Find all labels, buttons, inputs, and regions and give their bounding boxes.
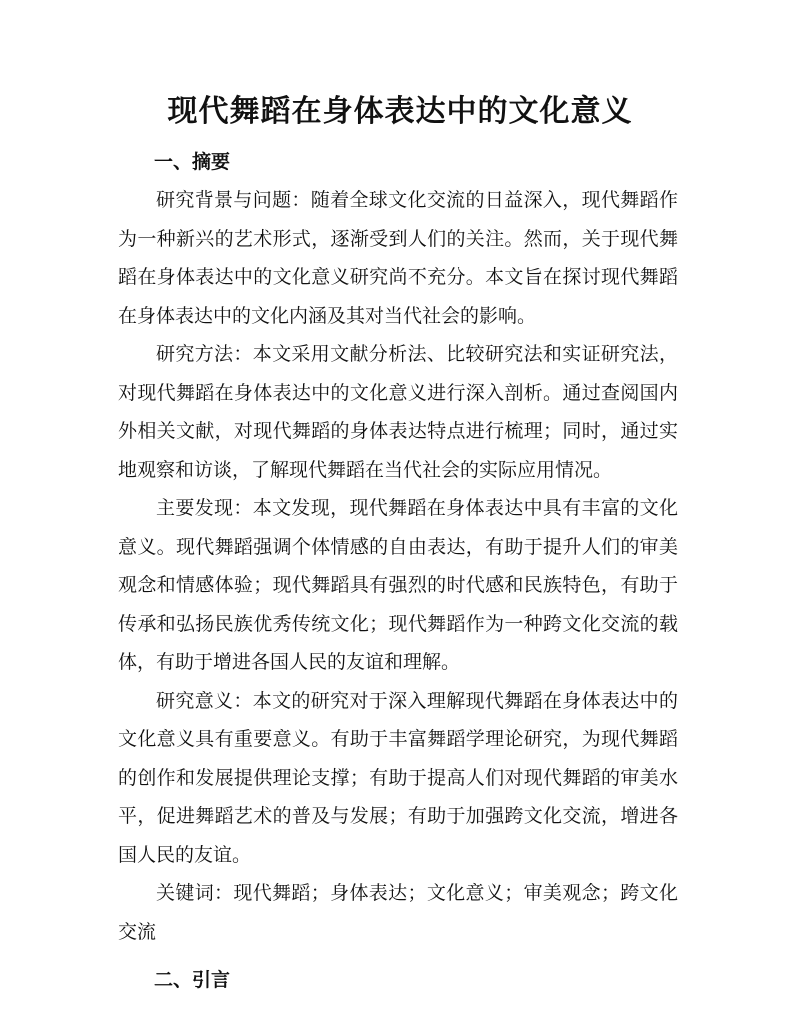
section-heading-abstract: 一、摘要 bbox=[154, 151, 231, 173]
document-body bbox=[118, 143, 678, 999]
abstract-significance-paragraph: 研究意义：本文的研究对于深入理解现代舞蹈在身体表达中的文化意义具有重要意义。有助于丰富舞蹈学理论研究，为现代舞蹈的创作和发展提供理论支撑；有助于提高人们对现代舞蹈的审美水平，促进舞蹈艺术的普及与发展；有助于加强跨文化交流，增进各国人民的友谊。 bbox=[118, 689, 678, 866]
document-title: 现代舞蹈在身体表达中的文化意义 bbox=[167, 94, 633, 129]
abstract-findings-paragraph: 主要发现：本文发现，现代舞蹈在身体表达中具有丰富的文化意义。现代舞蹈强调个体情感的自由表达，有助于提升人们的审美观念和情感体验；现代舞蹈具有强烈的时代感和民族特色，有助于传承和弘扬民族优秀传统文化；现代舞蹈作为一种跨文化交流的载体，有助于增进各国人民的友谊和理解。 bbox=[118, 497, 678, 673]
keywords-paragraph: 关键词：现代舞蹈；身体表达；文化意义；审美观念；跨文化交流 bbox=[118, 882, 678, 943]
abstract-methods-paragraph: 研究方法：本文采用文献分析法、比较研究法和实证研究法，对现代舞蹈在身体表达中的文化意义进行深入剖析。通过查阅国内外相关文献，对现代舞蹈的身体表达特点进行梳理；同时，通过实地观察和访谈，了解现代舞蹈在当代社会的实际应用情况。 bbox=[118, 343, 678, 481]
abstract-background-paragraph: 研究背景与问题：随着全球文化交流的日益深入，现代舞蹈作为一种新兴的艺术形式，逐渐受到人们的关注。然而，关于现代舞蹈在身体表达中的文化意义研究尚不充分。本文旨在探讨现代舞蹈在身体表达中的文化内涵及其对当代社会的影响。 bbox=[118, 189, 678, 327]
section-heading-introduction: 二、引言 bbox=[154, 969, 231, 991]
